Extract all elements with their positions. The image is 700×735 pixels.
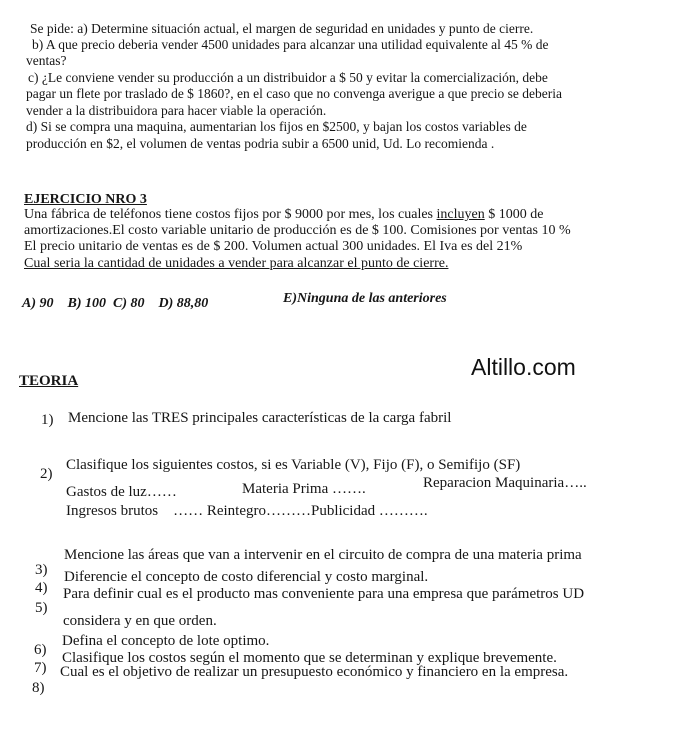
- teoria-question-4: Diferencie el concepto de costo diferencial y costo marginal.: [64, 569, 429, 585]
- question-number: 5): [35, 600, 48, 616]
- question-number: 2): [40, 466, 53, 482]
- exercise-3-question: Cual seria la cantidad de unidades a vender para alcanzar el punto de cierre.: [24, 256, 449, 271]
- question-d-line: d) Si se compra una maquina, aumentarian los fijos en $2500, y bajan los costos variables de: [26, 119, 527, 134]
- cost-item-reparacion: Reparacion Maquinaria…..: [423, 475, 587, 491]
- underlined-word: incluyen: [436, 207, 485, 222]
- question-c-line-2: pagar un flete por traslado de $ 1860?, en el caso que no convenga averigue a que precio se deberia: [26, 86, 563, 101]
- exercise-3-title: EJERCICIO NRO 3: [24, 192, 147, 207]
- teoria-question-5-continuation: considera y en que orden.: [63, 613, 217, 629]
- question-c-line-3: vender a la distribuidora para hacer viable la operación.: [26, 103, 327, 118]
- question-a-line: Se pide: a) Determine situación actual, el margen de seguridad en unidades y punto de cierre.: [30, 21, 534, 36]
- teoria-question-7: Clasifique los costos según el momento que se determinan y explique brevemente.: [62, 650, 557, 666]
- question-number: 4): [35, 580, 48, 596]
- question-number: 6): [34, 642, 47, 658]
- teoria-question-1: Mencione las TRES principales características de la carga fabril: [68, 410, 452, 426]
- exercise-3-line-2: amortizaciones.El costo variable unitario de producción es de $ 100. Comisiones por ventas 10 %: [24, 223, 571, 238]
- question-d-line-2: producción en $2, el volumen de ventas podria subir a 6500 unid, Ud. Lo recomienda .: [26, 136, 495, 151]
- teoria-question-5: Para definir cual es el producto mas conveniente para una empresa que parámetros UD: [63, 586, 585, 602]
- teoria-question-3: Mencione las áreas que van a intervenir en el circuito de compra de una materia prima: [64, 547, 582, 563]
- answer-option-e: E)Ninguna de las anteriores: [283, 291, 447, 306]
- question-number: 8): [32, 680, 45, 696]
- teoria-question-8: Cual es el objetivo de realizar un presupuesto económico y financiero en la empresa.: [60, 664, 569, 680]
- cost-items-row-2: Ingresos brutos …… Reintegro………Publicidad ……….: [66, 503, 428, 519]
- teoria-question-2: Clasifique los siguientes costos, si es Variable (V), Fijo (F), o Semifijo (SF): [66, 457, 521, 473]
- teoria-question-6: Defina el concepto de lote optimo.: [62, 633, 270, 649]
- question-b-continuation: ventas?: [26, 53, 67, 68]
- exercise-3-line-1: [24, 208, 543, 222]
- watermark-logo: Altillo.com: [471, 354, 576, 380]
- question-number: 1): [41, 412, 54, 428]
- cost-item-materia-prima: Materia Prima …….: [242, 481, 366, 497]
- question-number: 3): [35, 562, 48, 578]
- answer-options: A) 90 B) 100 C) 80 D) 88,80: [22, 296, 209, 311]
- question-c-line: c) ¿Le conviene vender su producción a un distribuidor a $ 50 y evitar la comercialización, debe: [28, 70, 548, 85]
- question-b-line: b) A que precio deberia vender 4500 unidades para alcanzar una utilidad equivalente al 45 % de: [32, 37, 549, 52]
- question-number: 7): [34, 660, 47, 676]
- cost-item-gastos-luz: Gastos de luz……: [66, 484, 177, 500]
- teoria-title: TEORIA: [19, 373, 79, 389]
- exercise-3-line-3: El precio unitario de ventas es de $ 200. Volumen actual 300 unidades. El Iva es del 21%: [24, 239, 523, 254]
- exercise-3-text: $ 1000 de: [484, 207, 544, 222]
- exercise-3-text: Una fábrica de teléfonos tiene costos fijos por $ 9000 por mes, los cuales: [24, 207, 437, 222]
